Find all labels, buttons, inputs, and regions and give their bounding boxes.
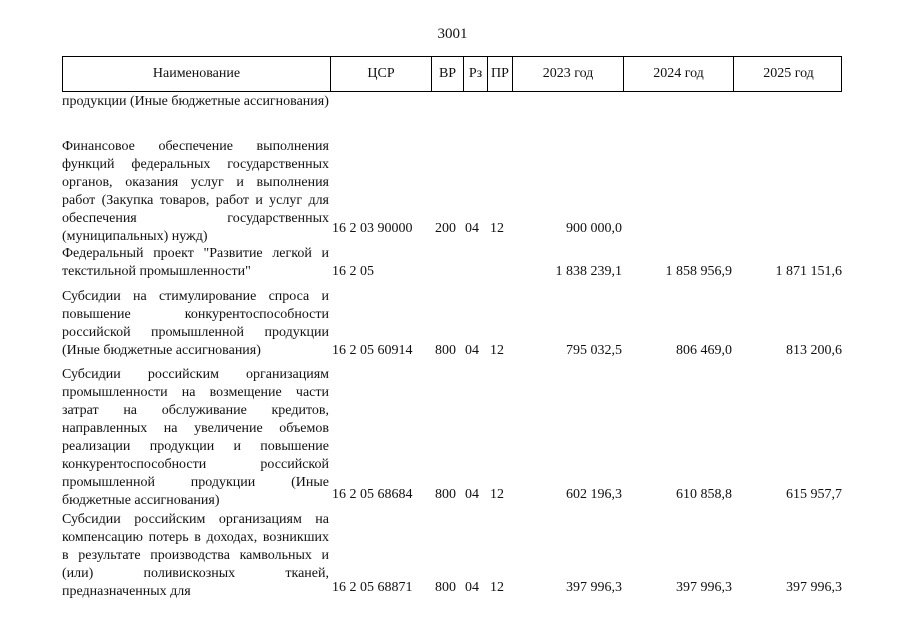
row-name: Финансовое обеспечение выполнения функций федеральных государственных органов, оказания услуг и выполнения работ (Закупка товаров, работ и услуг для обеспечения государственных (муниципальных) нужд) xyxy=(62,139,329,244)
row-vr: 200 xyxy=(435,221,456,236)
header-csr: ЦСР xyxy=(331,57,432,91)
header-name: Наименование xyxy=(63,57,331,91)
row-csr: 16 2 05 xyxy=(332,264,374,279)
row-2024: 1 858 956,9 xyxy=(665,264,732,279)
page-number: 3001 xyxy=(437,26,468,42)
table-row xyxy=(62,288,842,360)
row-name: Субсидии на стимулирование спроса и повышение конкурентоспособности российской промышленной продукции (Иные бюджетные ассигнования) xyxy=(62,289,329,358)
row-2025: 1 871 151,6 xyxy=(775,264,842,279)
row-2024: 806 469,0 xyxy=(676,343,732,358)
row-pr: 12 xyxy=(490,487,504,502)
header-2025: 2025 год xyxy=(763,66,814,81)
table-header xyxy=(62,56,842,92)
row-pr: 12 xyxy=(490,580,504,595)
row-rz: 04 xyxy=(465,343,479,358)
row-name: Субсидии российским организациям на компенсацию потерь в доходах, возникших в результате производства камвольных и (или) поливискозных тканей, предназначенных для xyxy=(62,512,329,599)
table-row xyxy=(62,366,842,508)
row-2023: 1 838 239,1 xyxy=(555,264,622,279)
table-row xyxy=(62,511,842,597)
row-vr: 800 xyxy=(435,343,456,358)
header-rz: Рз xyxy=(464,57,488,91)
row-rz: 04 xyxy=(465,221,479,236)
table-row xyxy=(62,245,842,281)
row-rz: 04 xyxy=(465,487,479,502)
row-name: Субсидии российским организациям промышленности на возмещение части затрат на обслуживание кредитов, направленных на увеличение объемов реализации продукции и повышение конкурентоспособности российской промышленной продукции (Иные бюджетные ассигнования) xyxy=(62,367,329,508)
header-vr: ВР xyxy=(432,57,464,91)
row-2023: 900 000,0 xyxy=(566,221,622,236)
row-csr: 16 2 03 90000 xyxy=(332,221,413,236)
row-2023: 795 032,5 xyxy=(566,343,622,358)
row-name: продукции (Иные бюджетные ассигнования) xyxy=(62,94,329,109)
row-csr: 16 2 05 68684 xyxy=(332,487,413,502)
row-rz: 04 xyxy=(465,580,479,595)
row-pr: 12 xyxy=(490,221,504,236)
header-2024: 2024 год xyxy=(624,57,734,91)
row-2024: 610 858,8 xyxy=(676,487,732,502)
row-name: Федеральный проект "Развитие легкой и текстильной промышленности" xyxy=(62,246,329,279)
row-vr: 800 xyxy=(435,487,456,502)
table-row xyxy=(62,138,842,244)
header-2023: 2023 год xyxy=(513,57,624,91)
row-2025: 397 996,3 xyxy=(786,580,842,595)
row-csr: 16 2 05 60914 xyxy=(332,343,413,358)
header-pr: ПР xyxy=(488,57,513,91)
row-2023: 397 996,3 xyxy=(566,580,622,595)
row-2025: 615 957,7 xyxy=(786,487,842,502)
row-vr: 800 xyxy=(435,580,456,595)
row-2023: 602 196,3 xyxy=(566,487,622,502)
row-2025: 813 200,6 xyxy=(786,343,842,358)
table-row xyxy=(62,93,842,129)
row-2024: 397 996,3 xyxy=(676,580,732,595)
row-pr: 12 xyxy=(490,343,504,358)
row-csr: 16 2 05 68871 xyxy=(332,580,413,595)
